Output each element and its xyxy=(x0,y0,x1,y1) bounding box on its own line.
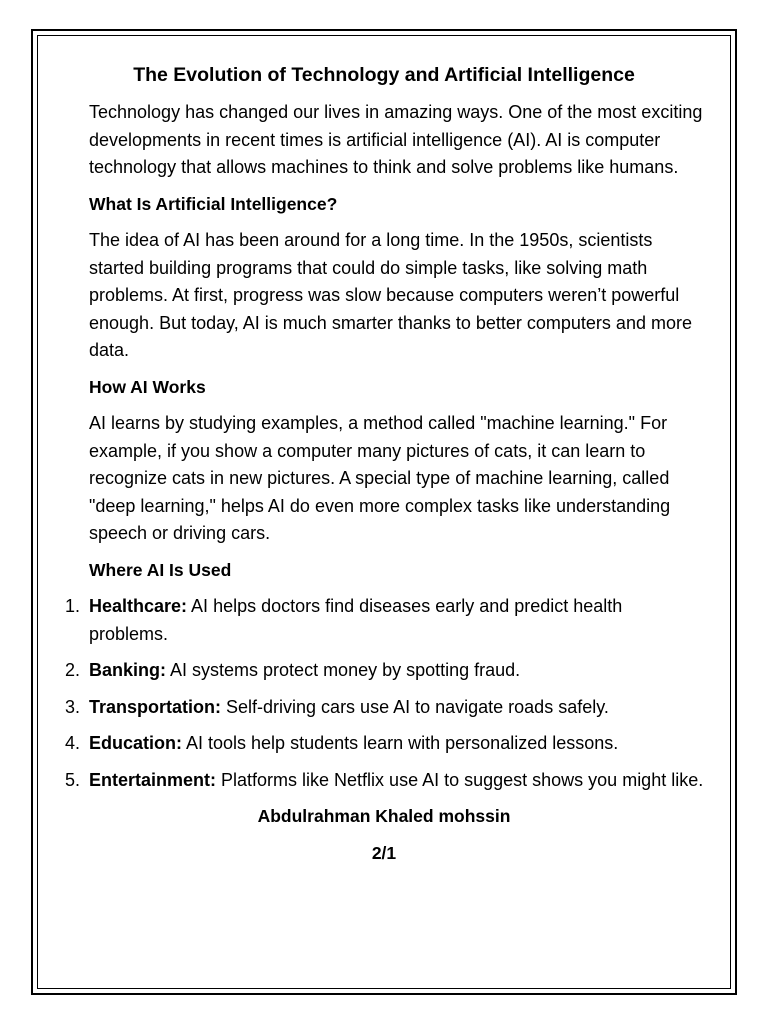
list-item-label: Banking: xyxy=(89,660,167,680)
list-item xyxy=(65,593,705,648)
list-item-label: Entertainment: xyxy=(89,769,217,790)
list-item xyxy=(65,657,705,685)
list-number: 3. xyxy=(65,696,81,717)
list-item-text: AI tools help students learn with personalized lessons. xyxy=(182,733,619,753)
list-number: 1. xyxy=(65,596,81,616)
list-item-label: Transportation: xyxy=(89,696,222,717)
section-heading-how-ai-works: How AI Works xyxy=(89,376,206,397)
author-name: Abdulrahman Khaled mohssin xyxy=(257,806,511,826)
list-number: 2. xyxy=(65,660,81,680)
document-title: The Evolution of Technology and Artificial Intelligence xyxy=(133,64,635,86)
document-body xyxy=(65,60,705,867)
list-item-label: Education: xyxy=(89,733,182,753)
section-heading-where-ai-used: Where AI Is Used xyxy=(89,559,232,580)
list-item-label: Healthcare: xyxy=(89,596,188,616)
uses-list xyxy=(65,593,705,794)
list-item xyxy=(65,730,705,758)
section-heading-what-is-ai: What Is Artificial Intelligence? xyxy=(89,193,338,214)
list-item-text: AI helps doctors find diseases early and predict health problems. xyxy=(89,596,623,644)
list-item-text: Self-driving cars use AI to navigate roads safely. xyxy=(221,696,609,717)
list-item xyxy=(65,694,705,722)
page-number: 2/1 xyxy=(371,842,397,863)
list-item-text: Platforms like Netflix use AI to suggest shows you might like. xyxy=(216,769,704,790)
section-body-what-is-ai: The idea of AI has been around for a long time. In the 1950s, scientists started building programs that could do simple tasks, like solving math problems. At first, progress was slow because computers weren’t powerful enough. But today, AI is much smarter thanks to better computers and more data. xyxy=(89,230,692,360)
section-body-how-ai-works: AI learns by studying examples, a method called "machine learning." For example, if you show a computer many pictures of cats, it can learn to recognize cats in new pictures. A special type of machine learning, called "deep learning," helps AI do even more complex tasks like understanding speech or driving cars. xyxy=(89,413,671,543)
list-number: 4. xyxy=(65,733,81,753)
intro-paragraph: Technology has changed our lives in amazing ways. One of the most exciting developments in recent times is artificial intelligence (AI). AI is computer technology that allows machines to think and solve problems like humans. xyxy=(89,102,703,177)
list-item xyxy=(65,767,705,795)
list-item-text: AI systems protect money by spotting fraud. xyxy=(166,660,521,680)
list-number: 5. xyxy=(65,769,81,790)
